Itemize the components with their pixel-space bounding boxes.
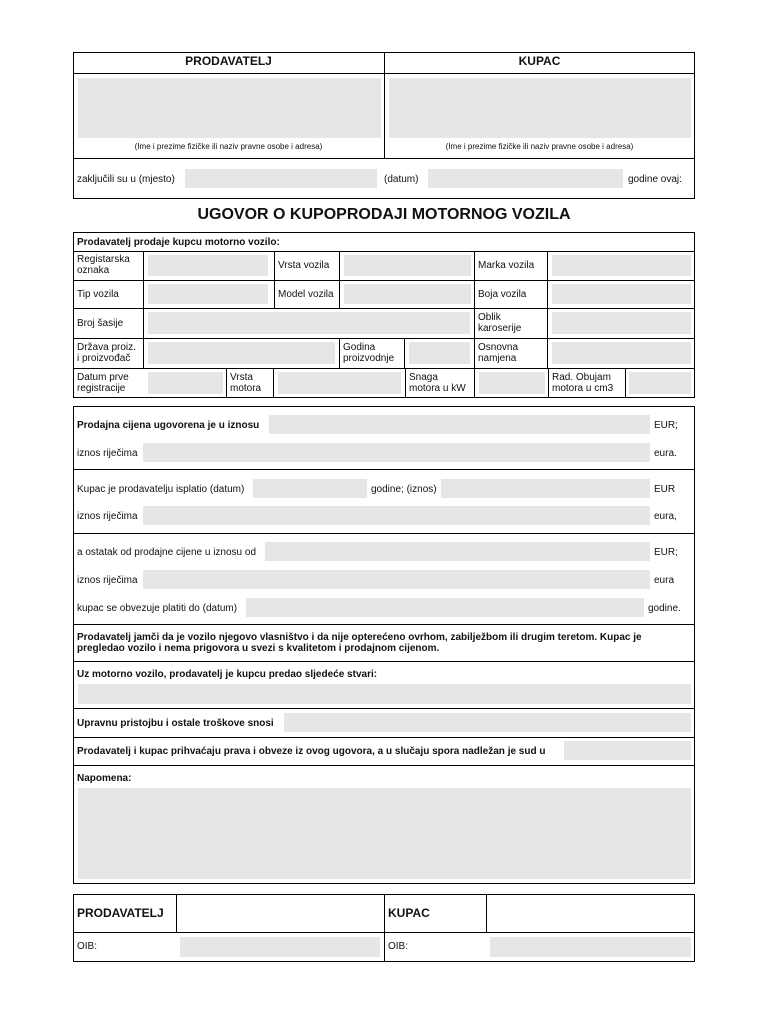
- model-label: Model vozila: [278, 289, 334, 300]
- fee-field[interactable]: [284, 713, 691, 732]
- divider: [273, 368, 274, 398]
- country-label-line2: i proizvođač: [77, 353, 131, 364]
- divider: [73, 368, 695, 369]
- engine-type-label-line2: motora: [230, 383, 262, 394]
- warranty-clause: [77, 632, 642, 654]
- brand-label: Marka vozila: [478, 260, 535, 271]
- divider: [405, 368, 406, 398]
- rest-unit: EUR;: [654, 547, 678, 558]
- buyer-name-address-field[interactable]: [389, 78, 691, 138]
- buyer-signature-label: KUPAC: [388, 906, 430, 920]
- purpose-label: [478, 342, 518, 364]
- engine-power-label-line1: Snaga: [409, 372, 438, 383]
- price-words-field[interactable]: [143, 443, 650, 462]
- divider: [73, 469, 695, 470]
- date-label: (datum): [384, 174, 419, 185]
- court-field[interactable]: [564, 741, 691, 760]
- note-field[interactable]: [78, 788, 691, 879]
- body-shape-label-line1: Oblik: [478, 312, 501, 323]
- brand-field[interactable]: [552, 255, 691, 276]
- divider: [548, 368, 549, 398]
- divider: [547, 251, 548, 368]
- divider: [73, 338, 695, 339]
- engine-power-label: [409, 372, 466, 394]
- rest-amount-field[interactable]: [265, 542, 650, 561]
- paid-words-field[interactable]: [143, 506, 650, 525]
- divider: [404, 338, 405, 368]
- paid-amount-field[interactable]: [441, 479, 650, 498]
- chassis-field[interactable]: [148, 312, 470, 334]
- document-title: UGOVOR O KUPOPRODAJI MOTORNOG VOZILA: [197, 206, 571, 223]
- body-shape-field[interactable]: [552, 312, 691, 334]
- items-field[interactable]: [78, 684, 691, 704]
- registration-label-line1: Registarska: [77, 254, 130, 265]
- engine-volume-label-line2: motora u cm3: [552, 383, 614, 394]
- divider: [73, 624, 695, 625]
- divider: [73, 308, 695, 309]
- year-label: godine ovaj:: [628, 174, 682, 185]
- note-label: Napomena:: [77, 773, 132, 784]
- rest-words-label: iznos riječima: [77, 575, 138, 586]
- registration-field[interactable]: [148, 255, 268, 276]
- due-label: kupac se obvezuje platiti do (datum): [77, 603, 238, 614]
- divider: [339, 338, 340, 368]
- vehicle-intro: Prodavatelj prodaje kupcu motorno vozilo:: [77, 237, 280, 248]
- production-year-field[interactable]: [409, 342, 470, 364]
- vehicle-type-field[interactable]: [344, 255, 471, 276]
- vehicle-type-label: Vrsta vozila: [278, 260, 330, 271]
- first-registration-field[interactable]: [148, 372, 223, 394]
- model-field[interactable]: [344, 284, 471, 304]
- buyer-caption: (Ime i prezime fizičke ili naziv pravne osobe i adresa): [445, 142, 634, 151]
- first-registration-label-line2: registracije: [77, 383, 126, 394]
- divider: [73, 765, 695, 766]
- rest-label: a ostatak od prodajne cijene u iznosu od: [77, 547, 257, 558]
- seller-name-address-field[interactable]: [78, 78, 381, 138]
- buyer-header: KUPAC: [518, 54, 561, 68]
- registration-label: [77, 254, 130, 276]
- engine-volume-field[interactable]: [629, 372, 691, 394]
- engine-type-label: [230, 372, 261, 394]
- engine-power-label-line2: motora u kW: [409, 383, 466, 394]
- divider: [486, 894, 487, 932]
- divider: [274, 251, 275, 308]
- price-words-unit: eura.: [654, 448, 677, 459]
- purpose-field[interactable]: [552, 342, 691, 364]
- seller-signature-label: PRODAVATELJ: [77, 906, 164, 920]
- first-registration-label: [77, 372, 129, 394]
- divider: [226, 368, 227, 398]
- divider: [474, 368, 475, 398]
- engine-volume-label: [552, 372, 613, 394]
- color-label: Boja vozila: [478, 289, 527, 300]
- fee-label: Upravnu pristojbu i ostale troškove snosi: [77, 718, 274, 729]
- seller-oib-field[interactable]: [180, 937, 380, 957]
- paid-unit: EUR: [654, 484, 676, 495]
- due-date-field[interactable]: [246, 598, 644, 617]
- color-field[interactable]: [552, 284, 691, 304]
- due-unit: godine.: [648, 603, 681, 614]
- kind-label: Tip vozila: [77, 289, 119, 300]
- paid-mid-label: godine; (iznos): [371, 484, 437, 495]
- divider: [73, 73, 695, 74]
- divider: [625, 368, 626, 398]
- buyer-oib-label: OIB:: [388, 941, 409, 952]
- divider: [73, 280, 695, 281]
- divider: [474, 251, 475, 368]
- price-unit: EUR;: [654, 420, 678, 431]
- divider: [73, 158, 695, 159]
- price-field[interactable]: [269, 415, 650, 434]
- body-shape-label-line2: karoserije: [478, 323, 522, 334]
- divider: [73, 737, 695, 738]
- first-registration-label-line1: Datum prve: [77, 372, 129, 383]
- production-year-label-line2: proizvodnje: [343, 353, 395, 364]
- paid-label: Kupac je prodavatelju isplatio (datum): [77, 484, 245, 495]
- contract-date-field[interactable]: [428, 169, 623, 188]
- divider: [73, 251, 695, 252]
- kind-field[interactable]: [148, 284, 268, 304]
- rest-words-field[interactable]: [143, 570, 650, 589]
- paid-words-label: iznos riječima: [77, 511, 138, 522]
- divider: [73, 708, 695, 709]
- price-label: Prodajna cijena ugovorena je u iznosu: [77, 420, 260, 431]
- registration-label-line2: oznaka: [77, 265, 110, 276]
- engine-type-field[interactable]: [278, 372, 401, 394]
- country-label-line1: Država proiz.: [77, 342, 136, 353]
- production-year-label-line1: Godina: [343, 342, 376, 353]
- warranty-line1: Prodavatelj jamči da je vozilo njegovo vlasništvo i da nije opterećeno ovrhom, zabilježbom ili drugim teretom. Kupac je: [77, 632, 642, 643]
- concluded-place-label: zaključili su u (mjesto): [77, 174, 175, 185]
- engine-type-label-line1: Vrsta: [230, 372, 253, 383]
- paid-date-field[interactable]: [253, 479, 367, 498]
- seller-header: PRODAVATELJ: [185, 54, 272, 68]
- buyer-oib-field[interactable]: [490, 937, 691, 957]
- country-manufacturer-label: [77, 342, 136, 364]
- paid-words-unit: eura,: [654, 511, 677, 522]
- body-shape-label: [478, 312, 521, 334]
- engine-power-field[interactable]: [479, 372, 545, 394]
- divider: [73, 661, 695, 662]
- price-words-label: iznos riječima: [77, 448, 138, 459]
- divider: [339, 251, 340, 308]
- purpose-label-line2: namjena: [478, 353, 517, 364]
- place-field[interactable]: [185, 169, 377, 188]
- divider: [73, 533, 695, 534]
- production-year-label: [343, 342, 394, 364]
- chassis-label: Broj šasije: [77, 318, 124, 329]
- divider: [176, 894, 177, 932]
- divider: [143, 251, 144, 368]
- rest-words-unit: eura: [654, 575, 675, 586]
- purpose-label-line1: Osnovna: [478, 342, 519, 353]
- divider: [384, 894, 385, 962]
- warranty-line2: pregledao vozilo i nema prigovora u svezi s kvalitetom i prodajnom cijenom.: [77, 643, 440, 654]
- seller-caption: (Ime i prezime fizičke ili naziv pravne osobe i adresa): [134, 142, 323, 151]
- seller-oib-label: OIB:: [77, 941, 98, 952]
- court-label: Prodavatelj i kupac prihvaćaju prava i obveze iz ovog ugovora, a u slučaju spora nadležan je sud u: [77, 746, 546, 757]
- items-label: Uz motorno vozilo, prodavatelj je kupcu predao sljedeće stvari:: [77, 669, 378, 680]
- country-manufacturer-field[interactable]: [148, 342, 335, 364]
- engine-volume-label-line1: Rad. Obujam: [552, 372, 611, 383]
